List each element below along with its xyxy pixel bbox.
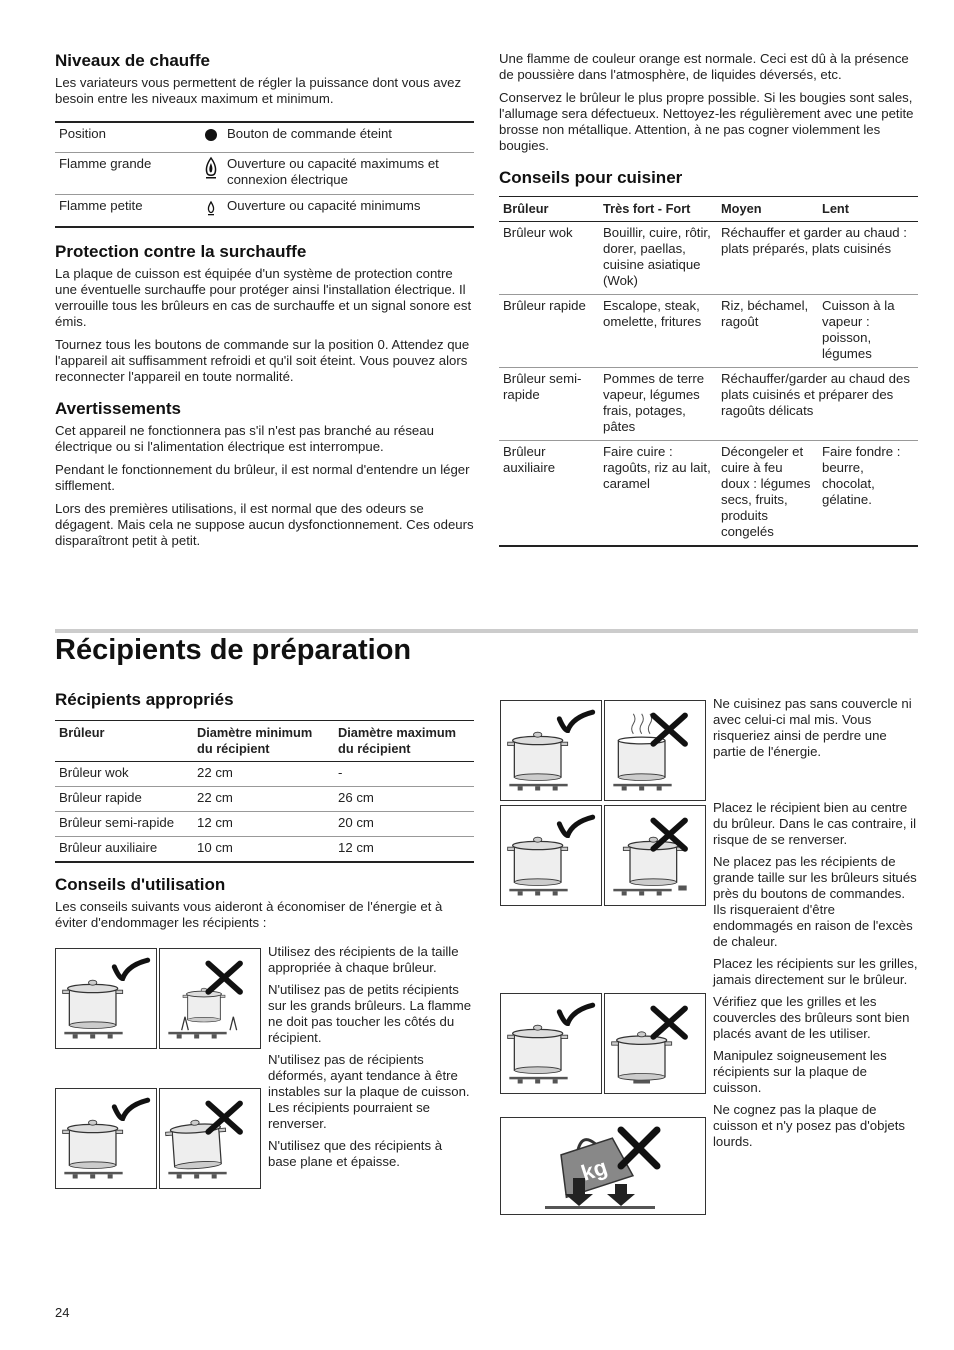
- heat-levels-intro: Les variateurs vous permettent de régler la puissance dont vous avez besoin entre les niveaux maximum et minimum.: [55, 75, 462, 106]
- table-cell: 26 cm: [334, 787, 474, 812]
- small-flame-icon: [205, 204, 217, 219]
- usage-tip: Ne cuisinez pas sans couvercle ni avec celui-ci mal mis. Vous risqueriez ainsi de perdre une partie de l'énergie.: [713, 696, 912, 759]
- table-row: [55, 122, 474, 153]
- level-desc: Ouverture ou capacité maximums et connexion électrique: [223, 153, 474, 195]
- table-cell: Brûleur semi-rapide: [499, 368, 599, 441]
- table-cell: Cuisson à la vapeur : poisson, légumes: [818, 295, 918, 368]
- column-header: Moyen: [717, 197, 818, 222]
- cookware-title: Récipients de préparation: [55, 634, 412, 666]
- table-header-row: [499, 197, 918, 222]
- large-flame-icon: [203, 168, 219, 183]
- usage-tips-intro: Les conseils suivants vous aideront à économiser de l'énergie et à éviter d'endommager les récipients :: [55, 899, 443, 930]
- warnings-p2: Pendant le fonctionnement du brûleur, il est normal d'entendre un léger sifflement.: [55, 462, 470, 493]
- table-row: [55, 787, 474, 812]
- column-header: Lent: [818, 197, 918, 222]
- overheat-p1: La plaque de cuisson est équipée d'un système de protection contre une éventuelle surchauffe pour protéger ainsi l'installation électrique. Il verrouille tous les brûleurs en cas de surchauffe et un signal sonore est émis.: [55, 266, 472, 329]
- cookware-size-table: [55, 720, 474, 863]
- pot-on-burner-figure: [604, 993, 706, 1094]
- cooking-tips-table: [499, 196, 918, 547]
- pot-on-grate-figure: [500, 993, 602, 1094]
- usage-tips-title: Conseils d'utilisation: [55, 875, 226, 894]
- cooking-tips-title: Conseils pour cuisiner: [499, 168, 683, 187]
- column-header: Diamètre maximum du récipient: [334, 721, 474, 762]
- table-header-row: [55, 721, 474, 762]
- table-cell: Réchauffer et garder au chaud : plats préparés, plats cuisinés: [717, 222, 918, 295]
- table-cell: Escalope, steak, omelette, fritures: [599, 295, 717, 368]
- level-desc: Bouton de commande éteint: [223, 122, 474, 153]
- table-row: [55, 837, 474, 863]
- table-row: [55, 762, 474, 787]
- correct-size-pot-figure: [55, 948, 157, 1049]
- usage-tip: Vérifiez que les grilles et les couvercles des brûleurs sont bien placés avant de les utiliser.: [713, 994, 910, 1041]
- usage-tip: N'utilisez que des récipients à base plane et épaisse.: [268, 1138, 443, 1169]
- deformed-pot-figure: [159, 1088, 261, 1189]
- heat-levels-section: [55, 51, 474, 228]
- heavy-object-figure: [500, 1117, 706, 1215]
- table-cell: 22 cm: [193, 787, 334, 812]
- table-cell: Brûleur wok: [55, 762, 193, 787]
- suitable-cookware-title: Récipients appropriés: [55, 690, 234, 709]
- heat-levels-title: Niveaux de chauffe: [55, 51, 210, 70]
- table-cell: Bouillir, cuire, rôtir, dorer, paellas, cuisine asiatique (Wok): [599, 222, 717, 295]
- table-cell: 20 cm: [334, 812, 474, 837]
- table-cell: 12 cm: [193, 812, 334, 837]
- table-cell: Décongeler et cuire à feu doux : légumes secs, fruits, produits congelés: [717, 441, 818, 547]
- table-cell: Brûleur wok: [499, 222, 599, 295]
- section-divider: [55, 629, 918, 633]
- usage-tip: N'utilisez pas de petits récipients sur les grands brûleurs. La flamme ne doit pas toucher les côtés du récipient.: [268, 982, 472, 1045]
- table-row: [499, 441, 918, 547]
- table-cell: 22 cm: [193, 762, 334, 787]
- usage-tip: Utilisez des récipients de la taille appropriée à chaque brûleur.: [268, 944, 459, 975]
- overheat-title: Protection contre la surchauffe: [55, 242, 307, 261]
- overheat-p2: Tournez tous les boutons de commande sur la position 0. Attendez que l'appareil ait suffisamment refroidi et qu'il soit éteint. Vous pouvez alors reconnecter l'appareil en toute normalité.: [55, 337, 470, 384]
- no-lid-pot-figure: [604, 700, 706, 801]
- heat-levels-table: [55, 121, 474, 228]
- lid-on-pot-figure: [500, 700, 602, 801]
- cleaning-note: Conservez le brûleur le plus propre possible. Si les bougies sont sales, l'allumage sera défectueux. Nettoyez-les régulièrement avec une petite brosse non métallique. Attention, à ne pas cogner violemment les bougies.: [499, 90, 914, 153]
- flat-pot-figure: [55, 1088, 157, 1189]
- table-row: [499, 222, 918, 295]
- table-cell: Faire fondre : beurre, chocolat, gélatine.: [818, 441, 918, 547]
- usage-tip: N'utilisez pas de récipients déformés, ayant tendance à être instables sur la plaque de cuisson. Les récipients pourraient se renverser.: [268, 1052, 470, 1131]
- warnings-title: Avertissements: [55, 399, 181, 418]
- weight-label: kg: [578, 1154, 611, 1186]
- column-header: Très fort - Fort: [599, 197, 717, 222]
- usage-tip: Placez le récipient bien au centre du brûleur. Dans le cas contraire, il risque de se renverser.: [713, 800, 917, 847]
- warnings-section: [55, 399, 474, 549]
- table-cell: 12 cm: [334, 837, 474, 863]
- level-desc: Ouverture ou capacité minimums: [223, 195, 474, 228]
- overheat-section: [55, 242, 474, 385]
- column-header: Diamètre minimum du récipient: [193, 721, 334, 762]
- table-cell: -: [334, 762, 474, 787]
- off-center-pot-figure: [604, 805, 706, 906]
- warnings-p1: Cet appareil ne fonctionnera pas s'il n'est pas branché au réseau électrique ou si l'alimentation électrique est interrompue.: [55, 423, 434, 454]
- usage-tip: Ne cognez pas la plaque de cuisson et n'y posez pas d'objets lourds.: [713, 1102, 905, 1149]
- usage-tip: Ne placez pas les récipients de grande taille sur les brûleurs situés près du boutons de commandes. Ils risqueraient d'être endommagés en raison de l'excès de chaleur.: [713, 854, 917, 949]
- table-cell: Brûleur auxiliaire: [55, 837, 193, 863]
- table-row: [55, 153, 474, 195]
- small-pot-large-burner-figure: [159, 948, 261, 1049]
- filled-circle-icon: [203, 130, 219, 145]
- table-cell: Pommes de terre vapeur, légumes frais, potages, pâtes: [599, 368, 717, 441]
- level-label: Flamme grande: [55, 153, 199, 195]
- column-header: Brûleur: [499, 197, 599, 222]
- usage-tip: Placez les récipients sur les grilles, jamais directement sur le brûleur.: [713, 956, 918, 987]
- flame-color-note: Une flamme de couleur orange est normale. Ceci est dû à la présence de poussière dans l'atmosphère, de liquides déversés, etc.: [499, 51, 909, 82]
- level-label: Position: [55, 122, 199, 153]
- table-row: [499, 295, 918, 368]
- table-cell: Réchauffer/garder au chaud des plats cuisinés et préparer des ragoûts délicats: [717, 368, 918, 441]
- warnings-p3: Lors des premières utilisations, il est normal que des odeurs se dégagent. Mais cela ne suppose aucun dysfonctionnement. Ces odeurs disparaîtront petit à petit.: [55, 501, 474, 548]
- table-row: [55, 812, 474, 837]
- table-cell: Faire cuire : ragoûts, riz au lait, caramel: [599, 441, 717, 547]
- level-label: Flamme petite: [55, 195, 199, 228]
- table-cell: Brûleur rapide: [55, 787, 193, 812]
- usage-tip: Manipulez soigneusement les récipients sur la plaque de cuisson.: [713, 1048, 887, 1095]
- table-cell: Brûleur rapide: [499, 295, 599, 368]
- table-cell: 10 cm: [193, 837, 334, 863]
- table-cell: Brûleur semi-rapide: [55, 812, 193, 837]
- table-row: [499, 368, 918, 441]
- centered-pot-figure: [500, 805, 602, 906]
- table-cell: Brûleur auxiliaire: [499, 441, 599, 547]
- table-row: [55, 195, 474, 228]
- page-number: 24: [55, 1305, 70, 1320]
- column-header: Brûleur: [55, 721, 193, 762]
- table-cell: Riz, béchamel, ragoût: [717, 295, 818, 368]
